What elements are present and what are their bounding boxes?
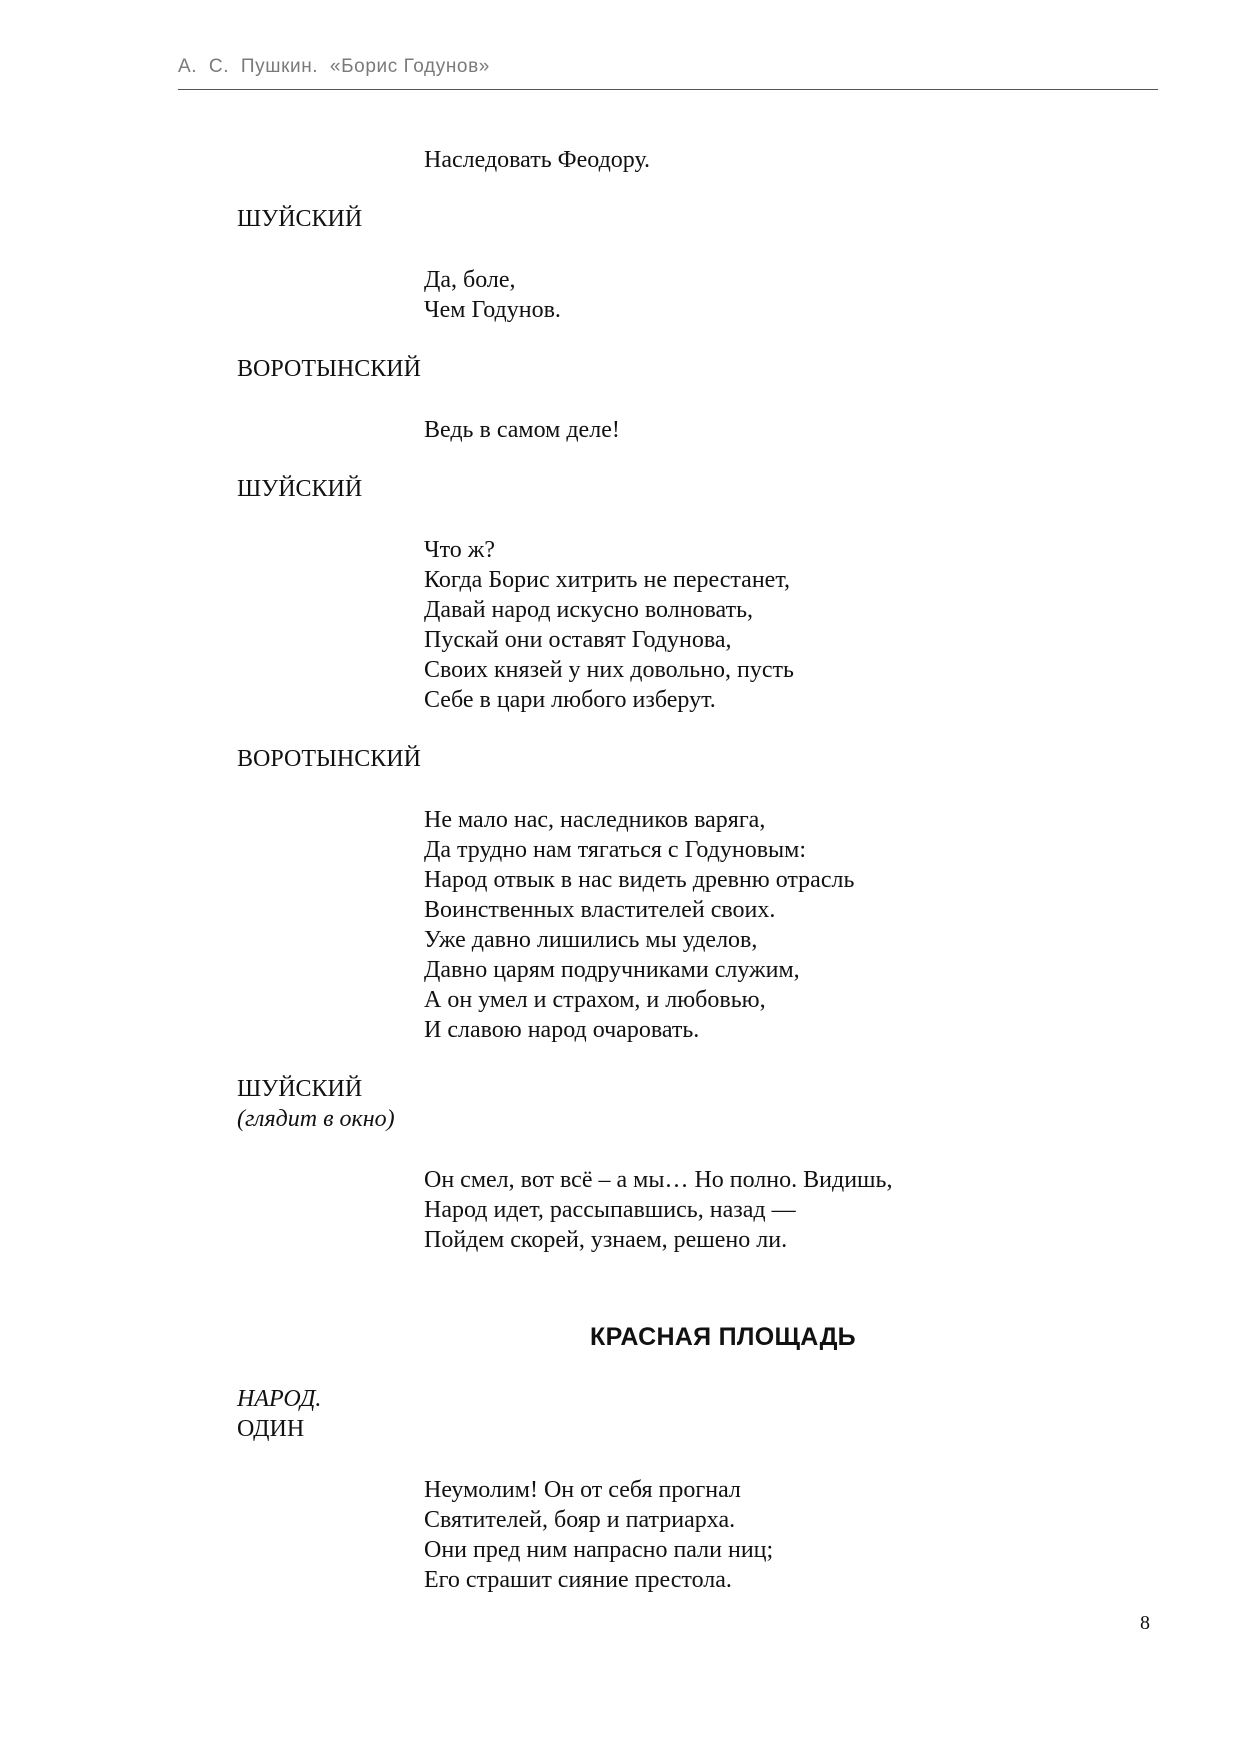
- scene-title: КРАСНАЯ ПЛОЩАДЬ: [590, 1323, 856, 1351]
- verse-line: Пойдем скорей, узнаем, решено ли.: [424, 1227, 788, 1253]
- verse-line: Он смел, вот всё – а мы… Но полно. Видишь,: [424, 1167, 893, 1193]
- verse-line: Неумолим! Он от себя прогнал: [424, 1477, 741, 1503]
- verse-line: Пускай они оставят Годунова,: [424, 627, 732, 653]
- verse-block-2: [424, 265, 561, 325]
- verse-line: Святителей, бояр и патриарха.: [424, 1507, 736, 1533]
- verse-line: Народ отвык в нас видеть древню отрасль: [424, 867, 855, 893]
- verse-block-6: [424, 1165, 892, 1255]
- verse-line: Воинственных властителей своих.: [424, 897, 776, 923]
- verse-block-7: [424, 1475, 773, 1595]
- speaker-vorotynsky-2: ВОРОТЫНСКИЙ: [237, 746, 421, 772]
- verse-line: Ведь в самом деле!: [424, 417, 620, 443]
- header-rule: [178, 89, 1158, 90]
- speaker-vorotynsky-1: ВОРОТЫНСКИЙ: [237, 356, 421, 382]
- stage-crowd: НАРОД.: [237, 1386, 322, 1412]
- verse-line: Да трудно нам тягаться с Годуновым:: [424, 837, 807, 863]
- verse-line: А он умел и страхом, и любовью,: [424, 987, 766, 1013]
- verse-line: Давно царям подручниками служим,: [424, 957, 800, 983]
- verse-line: Да, боле,: [424, 267, 516, 293]
- verse-line: Чем Годунов.: [424, 297, 561, 323]
- verse-line: Давай народ искусно волновать,: [424, 597, 754, 623]
- speaker-shuisky-3: ШУЙСКИЙ: [237, 1076, 363, 1102]
- verse-line: Что ж?: [424, 537, 496, 563]
- verse-line: Они пред ним напрасно пали ниц;: [424, 1537, 774, 1563]
- running-header: А. С. Пушкин. «Борис Годунов»: [178, 56, 490, 77]
- verse-line: И славою народ очаровать.: [424, 1017, 700, 1043]
- page-number: 8: [1140, 1612, 1150, 1634]
- verse-block-5: [424, 805, 854, 1045]
- verse-line: Себе в цари любого изберут.: [424, 687, 716, 713]
- verse-line: Наследовать Феодору.: [424, 147, 651, 173]
- speaker-shuisky-1: ШУЙСКИЙ: [237, 206, 363, 232]
- speaker-shuisky-2: ШУЙСКИЙ: [237, 476, 363, 502]
- verse-line: Народ идет, рассыпавшись, назад —: [424, 1197, 796, 1223]
- verse-line: Уже давно лишились мы уделов,: [424, 927, 758, 953]
- verse-block-1: [424, 145, 650, 175]
- verse-line: Когда Борис хитрить не перестанет,: [424, 567, 791, 593]
- verse-block-3: [424, 415, 620, 445]
- stage-direction: (глядит в окно): [237, 1106, 395, 1132]
- verse-line: Своих князей у них довольно, пусть: [424, 657, 794, 683]
- speaker-odin: ОДИН: [237, 1416, 305, 1442]
- verse-block-4: [424, 535, 794, 715]
- verse-line: Не мало нас, наследников варяга,: [424, 807, 766, 833]
- verse-line: Его страшит сияние престола.: [424, 1567, 732, 1593]
